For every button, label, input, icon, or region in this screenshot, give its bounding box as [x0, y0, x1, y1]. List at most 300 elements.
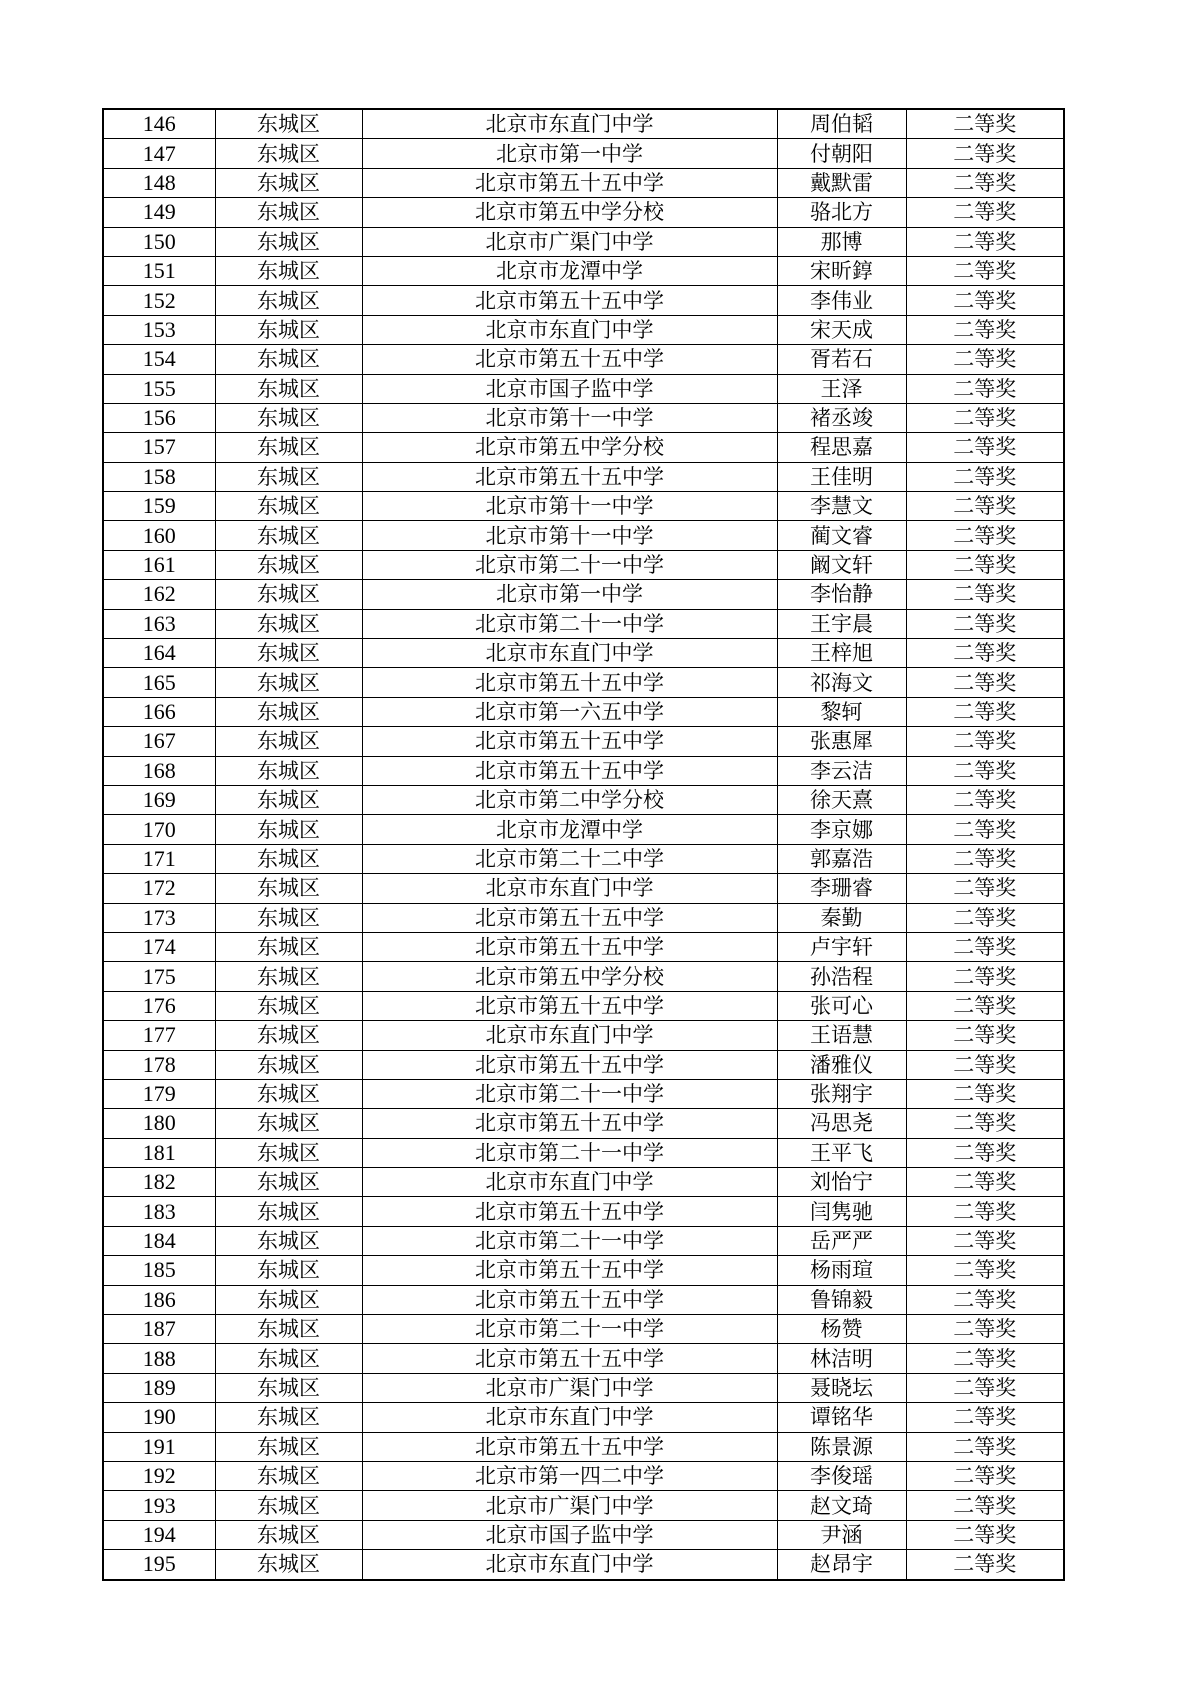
award-cell: 二等奖 [906, 580, 1064, 609]
row-number-cell: 195 [103, 1550, 215, 1580]
school-cell: 北京市第五十五中学 [362, 991, 777, 1020]
school-cell: 北京市第五十五中学 [362, 932, 777, 961]
student-name-cell: 李珊睿 [777, 874, 906, 903]
row-number-cell: 148 [103, 168, 215, 197]
school-cell: 北京市第五十五中学 [362, 345, 777, 374]
award-cell: 二等奖 [906, 1315, 1064, 1344]
table-row [103, 227, 1064, 256]
school-cell: 北京市第二十一中学 [362, 1226, 777, 1255]
table-row [103, 1021, 1064, 1050]
row-number-cell: 171 [103, 844, 215, 873]
district-cell: 东城区 [215, 1344, 362, 1373]
row-number-cell: 194 [103, 1520, 215, 1549]
award-table-body [103, 109, 1064, 1580]
district-cell: 东城区 [215, 1109, 362, 1138]
school-cell: 北京市第五十五中学 [362, 168, 777, 197]
district-cell: 东城区 [215, 639, 362, 668]
award-cell: 二等奖 [906, 168, 1064, 197]
district-cell: 东城区 [215, 1373, 362, 1402]
row-number-cell: 184 [103, 1226, 215, 1255]
school-cell: 北京市第二十一中学 [362, 1079, 777, 1108]
row-number-cell: 188 [103, 1344, 215, 1373]
school-cell: 北京市第五十五中学 [362, 756, 777, 785]
award-cell: 二等奖 [906, 962, 1064, 991]
table-row [103, 1373, 1064, 1402]
student-name-cell: 付朝阳 [777, 139, 906, 168]
award-cell: 二等奖 [906, 462, 1064, 491]
student-name-cell: 张翔宇 [777, 1079, 906, 1108]
school-cell: 北京市第五十五中学 [362, 462, 777, 491]
award-cell: 二等奖 [906, 1197, 1064, 1226]
row-number-cell: 176 [103, 991, 215, 1020]
student-name-cell: 郭嘉浩 [777, 844, 906, 873]
row-number-cell: 187 [103, 1315, 215, 1344]
student-name-cell: 胥若石 [777, 345, 906, 374]
student-name-cell: 王佳明 [777, 462, 906, 491]
district-cell: 东城区 [215, 227, 362, 256]
award-cell: 二等奖 [906, 991, 1064, 1020]
student-name-cell: 赵文琦 [777, 1491, 906, 1520]
row-number-cell: 177 [103, 1021, 215, 1050]
award-cell: 二等奖 [906, 609, 1064, 638]
district-cell: 东城区 [215, 403, 362, 432]
table-row [103, 785, 1064, 814]
table-row [103, 1226, 1064, 1255]
row-number-cell: 175 [103, 962, 215, 991]
school-cell: 北京市第十一中学 [362, 403, 777, 432]
student-name-cell: 那博 [777, 227, 906, 256]
table-row [103, 521, 1064, 550]
district-cell: 东城区 [215, 609, 362, 638]
student-name-cell: 秦勤 [777, 903, 906, 932]
school-cell: 北京市第五十五中学 [362, 1432, 777, 1461]
student-name-cell: 鲁锦毅 [777, 1285, 906, 1314]
school-cell: 北京市东直门中学 [362, 1550, 777, 1580]
row-number-cell: 181 [103, 1138, 215, 1167]
table-row [103, 1168, 1064, 1197]
table-row [103, 1050, 1064, 1079]
award-cell: 二等奖 [906, 1168, 1064, 1197]
school-cell: 北京市龙潭中学 [362, 256, 777, 285]
table-row [103, 874, 1064, 903]
student-name-cell: 程思嘉 [777, 433, 906, 462]
table-row [103, 609, 1064, 638]
table-row [103, 550, 1064, 579]
table-row [103, 1138, 1064, 1167]
table-row [103, 903, 1064, 932]
table-row [103, 433, 1064, 462]
table-row [103, 492, 1064, 521]
table-row [103, 815, 1064, 844]
student-name-cell: 谭铭华 [777, 1403, 906, 1432]
district-cell: 东城区 [215, 1079, 362, 1108]
district-cell: 东城区 [215, 1315, 362, 1344]
school-cell: 北京市东直门中学 [362, 1403, 777, 1432]
row-number-cell: 161 [103, 550, 215, 579]
district-cell: 东城区 [215, 727, 362, 756]
student-name-cell: 岳严严 [777, 1226, 906, 1255]
table-row [103, 1109, 1064, 1138]
school-cell: 北京市第五十五中学 [362, 1109, 777, 1138]
table-row [103, 668, 1064, 697]
student-name-cell: 潘雅仪 [777, 1050, 906, 1079]
award-cell: 二等奖 [906, 403, 1064, 432]
student-name-cell: 王平飞 [777, 1138, 906, 1167]
table-row [103, 1461, 1064, 1490]
award-cell: 二等奖 [906, 315, 1064, 344]
award-cell: 二等奖 [906, 492, 1064, 521]
student-name-cell: 阚文轩 [777, 550, 906, 579]
school-cell: 北京市第五十五中学 [362, 1197, 777, 1226]
award-cell: 二等奖 [906, 198, 1064, 227]
award-cell: 二等奖 [906, 639, 1064, 668]
school-cell: 北京市第二十二中学 [362, 844, 777, 873]
table-row [103, 256, 1064, 285]
table-row [103, 1285, 1064, 1314]
award-cell: 二等奖 [906, 521, 1064, 550]
table-row [103, 1550, 1064, 1580]
row-number-cell: 192 [103, 1461, 215, 1490]
table-row [103, 844, 1064, 873]
district-cell: 东城区 [215, 1491, 362, 1520]
district-cell: 东城区 [215, 1256, 362, 1285]
row-number-cell: 173 [103, 903, 215, 932]
row-number-cell: 183 [103, 1197, 215, 1226]
district-cell: 东城区 [215, 168, 362, 197]
student-name-cell: 刘怡宁 [777, 1168, 906, 1197]
student-name-cell: 黎轲 [777, 697, 906, 726]
award-cell: 二等奖 [906, 256, 1064, 285]
district-cell: 东城区 [215, 139, 362, 168]
award-cell: 二等奖 [906, 815, 1064, 844]
district-cell: 东城区 [215, 1520, 362, 1549]
award-cell: 二等奖 [906, 1138, 1064, 1167]
district-cell: 东城区 [215, 1285, 362, 1314]
award-cell: 二等奖 [906, 139, 1064, 168]
student-name-cell: 王语慧 [777, 1021, 906, 1050]
award-cell: 二等奖 [906, 1109, 1064, 1138]
row-number-cell: 180 [103, 1109, 215, 1138]
district-cell: 东城区 [215, 962, 362, 991]
student-name-cell: 冯思尧 [777, 1109, 906, 1138]
award-cell: 二等奖 [906, 109, 1064, 139]
row-number-cell: 191 [103, 1432, 215, 1461]
row-number-cell: 182 [103, 1168, 215, 1197]
award-table [102, 108, 1065, 1581]
row-number-cell: 146 [103, 109, 215, 139]
table-row [103, 991, 1064, 1020]
table-row [103, 198, 1064, 227]
award-cell: 二等奖 [906, 932, 1064, 961]
district-cell: 东城区 [215, 433, 362, 462]
district-cell: 东城区 [215, 256, 362, 285]
school-cell: 北京市东直门中学 [362, 109, 777, 139]
district-cell: 东城区 [215, 903, 362, 932]
award-cell: 二等奖 [906, 1550, 1064, 1580]
school-cell: 北京市第十一中学 [362, 521, 777, 550]
row-number-cell: 154 [103, 345, 215, 374]
table-row [103, 109, 1064, 139]
table-row [103, 639, 1064, 668]
award-cell: 二等奖 [906, 1021, 1064, 1050]
award-cell: 二等奖 [906, 345, 1064, 374]
row-number-cell: 158 [103, 462, 215, 491]
school-cell: 北京市东直门中学 [362, 315, 777, 344]
student-name-cell: 聂晓坛 [777, 1373, 906, 1402]
district-cell: 东城区 [215, 315, 362, 344]
student-name-cell: 杨赞 [777, 1315, 906, 1344]
district-cell: 东城区 [215, 668, 362, 697]
award-cell: 二等奖 [906, 433, 1064, 462]
table-row [103, 697, 1064, 726]
table-row [103, 1079, 1064, 1108]
school-cell: 北京市第五十五中学 [362, 1256, 777, 1285]
school-cell: 北京市第二中学分校 [362, 785, 777, 814]
school-cell: 北京市第一四二中学 [362, 1461, 777, 1490]
table-row [103, 1520, 1064, 1549]
district-cell: 东城区 [215, 550, 362, 579]
student-name-cell: 林洁明 [777, 1344, 906, 1373]
table-row [103, 345, 1064, 374]
row-number-cell: 155 [103, 374, 215, 403]
row-number-cell: 185 [103, 1256, 215, 1285]
table-row [103, 462, 1064, 491]
table-row [103, 1432, 1064, 1461]
award-cell: 二等奖 [906, 227, 1064, 256]
district-cell: 东城区 [215, 109, 362, 139]
school-cell: 北京市第五十五中学 [362, 286, 777, 315]
award-cell: 二等奖 [906, 1432, 1064, 1461]
student-name-cell: 蔺文睿 [777, 521, 906, 550]
row-number-cell: 163 [103, 609, 215, 638]
district-cell: 东城区 [215, 932, 362, 961]
row-number-cell: 189 [103, 1373, 215, 1402]
school-cell: 北京市龙潭中学 [362, 815, 777, 844]
school-cell: 北京市第一中学 [362, 580, 777, 609]
row-number-cell: 152 [103, 286, 215, 315]
student-name-cell: 李怡静 [777, 580, 906, 609]
award-cell: 二等奖 [906, 1285, 1064, 1314]
award-cell: 二等奖 [906, 785, 1064, 814]
student-name-cell: 张惠犀 [777, 727, 906, 756]
student-name-cell: 李云洁 [777, 756, 906, 785]
student-name-cell: 祁海文 [777, 668, 906, 697]
district-cell: 东城区 [215, 580, 362, 609]
student-name-cell: 周伯韬 [777, 109, 906, 139]
row-number-cell: 166 [103, 697, 215, 726]
award-cell: 二等奖 [906, 550, 1064, 579]
school-cell: 北京市第五中学分校 [362, 962, 777, 991]
row-number-cell: 170 [103, 815, 215, 844]
award-cell: 二等奖 [906, 1520, 1064, 1549]
district-cell: 东城区 [215, 1226, 362, 1255]
table-row [103, 286, 1064, 315]
row-number-cell: 153 [103, 315, 215, 344]
row-number-cell: 167 [103, 727, 215, 756]
student-name-cell: 杨雨瑄 [777, 1256, 906, 1285]
school-cell: 北京市第五十五中学 [362, 1050, 777, 1079]
award-cell: 二等奖 [906, 1373, 1064, 1402]
table-row [103, 1403, 1064, 1432]
student-name-cell: 孙浩程 [777, 962, 906, 991]
award-cell: 二等奖 [906, 727, 1064, 756]
award-cell: 二等奖 [906, 374, 1064, 403]
student-name-cell: 宋昕錞 [777, 256, 906, 285]
award-cell: 二等奖 [906, 668, 1064, 697]
table-row [103, 962, 1064, 991]
table-row [103, 756, 1064, 785]
student-name-cell: 张可心 [777, 991, 906, 1020]
school-cell: 北京市第二十一中学 [362, 609, 777, 638]
student-name-cell: 尹涵 [777, 1520, 906, 1549]
award-cell: 二等奖 [906, 697, 1064, 726]
student-name-cell: 褚丞竣 [777, 403, 906, 432]
award-cell: 二等奖 [906, 1344, 1064, 1373]
table-row [103, 1197, 1064, 1226]
student-name-cell: 王梓旭 [777, 639, 906, 668]
student-name-cell: 李京娜 [777, 815, 906, 844]
award-cell: 二等奖 [906, 286, 1064, 315]
student-name-cell: 王宇晨 [777, 609, 906, 638]
student-name-cell: 闫隽驰 [777, 1197, 906, 1226]
award-cell: 二等奖 [906, 874, 1064, 903]
table-row [103, 403, 1064, 432]
school-cell: 北京市第五中学分校 [362, 198, 777, 227]
row-number-cell: 164 [103, 639, 215, 668]
row-number-cell: 149 [103, 198, 215, 227]
district-cell: 东城区 [215, 286, 362, 315]
district-cell: 东城区 [215, 1021, 362, 1050]
row-number-cell: 151 [103, 256, 215, 285]
row-number-cell: 156 [103, 403, 215, 432]
table-row [103, 1344, 1064, 1373]
district-cell: 东城区 [215, 991, 362, 1020]
award-cell: 二等奖 [906, 844, 1064, 873]
district-cell: 东城区 [215, 1168, 362, 1197]
award-cell: 二等奖 [906, 756, 1064, 785]
table-row [103, 727, 1064, 756]
district-cell: 东城区 [215, 198, 362, 227]
school-cell: 北京市第五十五中学 [362, 727, 777, 756]
row-number-cell: 165 [103, 668, 215, 697]
district-cell: 东城区 [215, 785, 362, 814]
row-number-cell: 160 [103, 521, 215, 550]
district-cell: 东城区 [215, 844, 362, 873]
school-cell: 北京市东直门中学 [362, 1021, 777, 1050]
district-cell: 东城区 [215, 1432, 362, 1461]
table-row [103, 1491, 1064, 1520]
district-cell: 东城区 [215, 1550, 362, 1580]
row-number-cell: 178 [103, 1050, 215, 1079]
school-cell: 北京市东直门中学 [362, 874, 777, 903]
school-cell: 北京市广渠门中学 [362, 1491, 777, 1520]
district-cell: 东城区 [215, 697, 362, 726]
row-number-cell: 193 [103, 1491, 215, 1520]
table-row [103, 1256, 1064, 1285]
school-cell: 北京市第五十五中学 [362, 668, 777, 697]
award-cell: 二等奖 [906, 1491, 1064, 1520]
row-number-cell: 159 [103, 492, 215, 521]
row-number-cell: 169 [103, 785, 215, 814]
district-cell: 东城区 [215, 462, 362, 491]
district-cell: 东城区 [215, 756, 362, 785]
school-cell: 北京市第二十一中学 [362, 1138, 777, 1167]
district-cell: 东城区 [215, 374, 362, 403]
table-row [103, 1315, 1064, 1344]
row-number-cell: 179 [103, 1079, 215, 1108]
student-name-cell: 宋天成 [777, 315, 906, 344]
school-cell: 北京市第五十五中学 [362, 1344, 777, 1373]
school-cell: 北京市第二十一中学 [362, 1315, 777, 1344]
school-cell: 北京市东直门中学 [362, 1168, 777, 1197]
student-name-cell: 李慧文 [777, 492, 906, 521]
table-row [103, 374, 1064, 403]
student-name-cell: 卢宇轩 [777, 932, 906, 961]
row-number-cell: 150 [103, 227, 215, 256]
table-row [103, 315, 1064, 344]
school-cell: 北京市国子监中学 [362, 374, 777, 403]
student-name-cell: 王泽 [777, 374, 906, 403]
school-cell: 北京市广渠门中学 [362, 1373, 777, 1402]
district-cell: 东城区 [215, 1197, 362, 1226]
student-name-cell: 李伟业 [777, 286, 906, 315]
row-number-cell: 147 [103, 139, 215, 168]
school-cell: 北京市广渠门中学 [362, 227, 777, 256]
school-cell: 北京市国子监中学 [362, 1520, 777, 1549]
school-cell: 北京市第二十一中学 [362, 550, 777, 579]
table-row [103, 580, 1064, 609]
student-name-cell: 陈景源 [777, 1432, 906, 1461]
row-number-cell: 186 [103, 1285, 215, 1314]
school-cell: 北京市第五十五中学 [362, 903, 777, 932]
row-number-cell: 174 [103, 932, 215, 961]
award-cell: 二等奖 [906, 1256, 1064, 1285]
district-cell: 东城区 [215, 1050, 362, 1079]
row-number-cell: 190 [103, 1403, 215, 1432]
award-cell: 二等奖 [906, 1403, 1064, 1432]
award-cell: 二等奖 [906, 903, 1064, 932]
district-cell: 东城区 [215, 1138, 362, 1167]
award-cell: 二等奖 [906, 1461, 1064, 1490]
district-cell: 东城区 [215, 1461, 362, 1490]
row-number-cell: 172 [103, 874, 215, 903]
school-cell: 北京市第一六五中学 [362, 697, 777, 726]
district-cell: 东城区 [215, 1403, 362, 1432]
award-cell: 二等奖 [906, 1079, 1064, 1108]
school-cell: 北京市第五十五中学 [362, 1285, 777, 1314]
student-name-cell: 徐天熹 [777, 785, 906, 814]
table-row [103, 139, 1064, 168]
row-number-cell: 168 [103, 756, 215, 785]
district-cell: 东城区 [215, 345, 362, 374]
school-cell: 北京市第一中学 [362, 139, 777, 168]
row-number-cell: 157 [103, 433, 215, 462]
award-cell: 二等奖 [906, 1050, 1064, 1079]
school-cell: 北京市第十一中学 [362, 492, 777, 521]
school-cell: 北京市东直门中学 [362, 639, 777, 668]
school-cell: 北京市第五中学分校 [362, 433, 777, 462]
student-name-cell: 戴默雷 [777, 168, 906, 197]
student-name-cell: 骆北方 [777, 198, 906, 227]
table-row [103, 168, 1064, 197]
row-number-cell: 162 [103, 580, 215, 609]
district-cell: 东城区 [215, 874, 362, 903]
student-name-cell: 李俊瑶 [777, 1461, 906, 1490]
district-cell: 东城区 [215, 492, 362, 521]
award-cell: 二等奖 [906, 1226, 1064, 1255]
district-cell: 东城区 [215, 521, 362, 550]
district-cell: 东城区 [215, 815, 362, 844]
